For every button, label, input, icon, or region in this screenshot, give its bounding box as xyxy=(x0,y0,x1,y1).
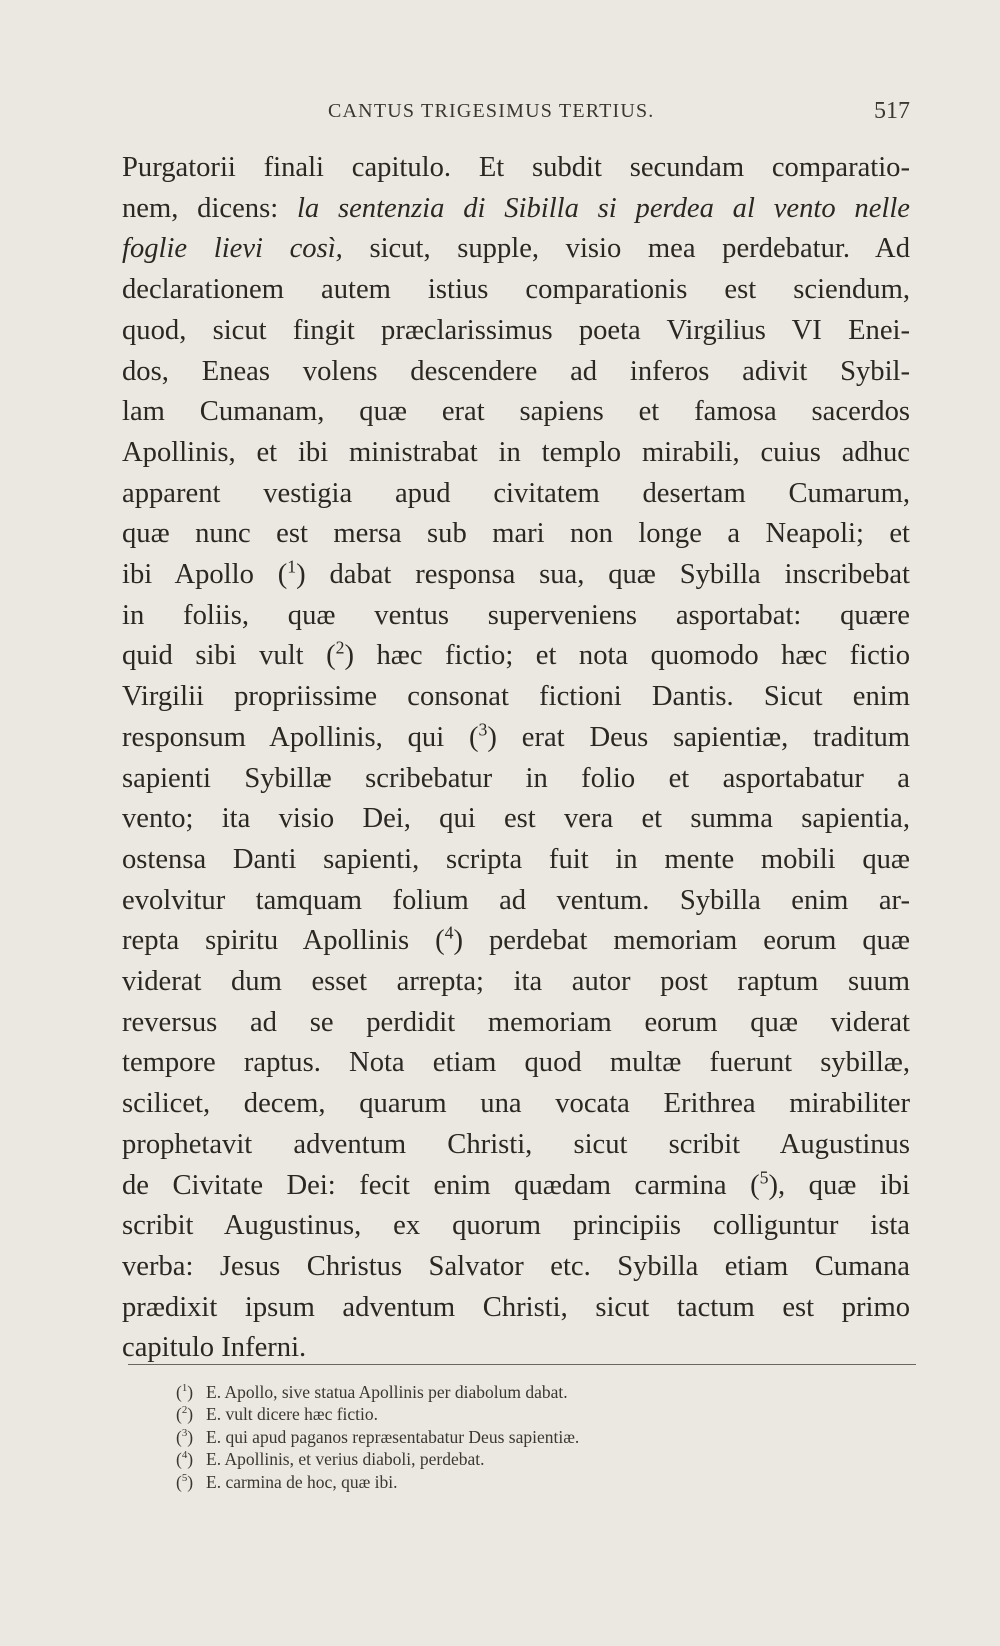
footnote-text: E. carmina de hoc, quæ ibi. xyxy=(206,1471,398,1492)
text-line: foglie lievi così, sicut, supple, visio mea perdebatur. Ad xyxy=(122,233,910,265)
text-line: quæ nunc est mersa sub mari non longe a Neapoli; et xyxy=(122,518,910,550)
page-number: 517 xyxy=(874,98,910,124)
page-header xyxy=(120,100,910,130)
text-line: responsum Apollinis, qui ($^3$) erat Deus sapientiæ, traditum xyxy=(122,719,910,753)
footnote-mark: 4 xyxy=(181,1449,188,1462)
footnote-ref: 2 xyxy=(335,637,345,658)
text-line: sapienti Sybillæ scribebatur in folio et asportabatur a xyxy=(122,762,910,794)
text-line: Purgatorii finali capitulo. Et subdit secundam comparatio- xyxy=(122,152,910,183)
italian-quotation: la sentenzia di Sibilla si perdea al vento nelle xyxy=(296,192,910,224)
running-title: CANTUS TRIGESIMUS TERTIUS. xyxy=(328,100,655,122)
text-line: prophetavit adventum Christi, sicut scribit Augustinus xyxy=(122,1128,910,1160)
footnote-text: E. qui apud paganos repræsentabatur Deus sapientiæ. xyxy=(206,1426,580,1447)
text-line: quod, sicut fingit præclarissimus poeta Virgilius VI Enei- xyxy=(122,314,910,346)
text-line: capitulo Inferni. xyxy=(122,1332,307,1364)
footnote: ($^4$) E. Apollinis, et verius diaboli, perdebat. xyxy=(176,1449,485,1470)
footnote: ($^2$) E. vult dicere hæc fictio. xyxy=(176,1404,379,1425)
text-line: prædixit ipsum adventum Christi, sicut tactum est primo xyxy=(122,1291,910,1323)
text-line: tempore raptus. Nota etiam quod multæ fuerunt sybillæ, xyxy=(122,1047,910,1079)
text-line: verba: Jesus Christus Salvator etc. Sybilla etiam Cumana xyxy=(122,1250,910,1282)
italian-quotation: foglie lievi così, xyxy=(122,233,343,265)
text-line: in foliis, quæ ventus superveniens asportabat: quære xyxy=(122,599,910,631)
text-line: repta spiritu Apollinis ($^4$) perdebat memoriam eorum quæ xyxy=(122,922,910,957)
footnote-ref: 3 xyxy=(478,719,488,740)
footnote-text: E. Apollo, sive statua Apollinis per diabolum dabat. xyxy=(206,1382,568,1402)
main-text xyxy=(122,148,910,1369)
footnote: ($^3$) E. qui apud paganos repræsentabatur Deus sapientiæ. xyxy=(176,1426,580,1447)
text-line: scribit Augustinus, ex quorum principiis colliguntur ista xyxy=(122,1210,910,1242)
footnote-text: E. Apollinis, et verius diaboli, perdebat. xyxy=(206,1449,485,1470)
text-line: declarationem autem istius comparationis est sciendum, xyxy=(122,274,910,306)
text-line: scilicet, decem, quarum una vocata Erithrea mirabiliter xyxy=(122,1088,910,1120)
text-line: reversus ad se perdidit memoriam eorum quæ viderat xyxy=(122,1006,910,1038)
text-line: nem, dicens: la sentenzia di Sibilla si perdea al vento nelle xyxy=(122,192,910,224)
text-line: viderat dum esset arrepta; ita autor post raptum suum xyxy=(122,966,910,998)
footnote-ref: 5 xyxy=(759,1167,769,1188)
footnote-text: E. vult dicere hæc fictio. xyxy=(206,1404,379,1425)
text-line: dos, Eneas volens descendere ad inferos adivit Sybil- xyxy=(122,355,910,387)
text-line: apparent vestigia apud civitatem desertam Cumarum, xyxy=(122,477,910,509)
footnote-ref: 4 xyxy=(444,922,454,943)
text-line: lam Cumanam, quæ erat sapiens et famosa sacerdos xyxy=(122,396,910,428)
footnote-mark: 2 xyxy=(181,1404,188,1417)
footnote-mark: 1 xyxy=(181,1382,188,1395)
footnote: ($^5$) E. carmina de hoc, quæ ibi. xyxy=(176,1471,398,1492)
text-line: quid sibi vult ($^2$) hæc fictio; et nota quomodo hæc fictio xyxy=(122,637,910,672)
text-line: Apollinis, et ibi ministrabat in templo mirabili, cuius adhuc xyxy=(122,436,910,468)
text-line: vento; ita visio Dei, qui est vera et summa sapientia, xyxy=(122,803,910,835)
footnote-mark: 5 xyxy=(181,1471,188,1484)
text-line: de Civitate Dei: fecit enim quædam carmina ($^5$), quæ ibi xyxy=(122,1167,910,1201)
footnotes xyxy=(176,1381,896,1493)
footnote-mark: 3 xyxy=(181,1426,188,1439)
footnote-separator xyxy=(128,1364,916,1365)
text-line: evolvitur tamquam folium ad ventum. Sybilla enim ar- xyxy=(122,884,910,916)
footnote-ref: 1 xyxy=(287,556,297,577)
text-line: ibi Apollo ($^1$) dabat responsa sua, quæ Sybilla inscribebat xyxy=(122,556,910,591)
footnote: ($^1$) E. Apollo, sive statua Apollinis per diabolum dabat. xyxy=(176,1382,568,1402)
text-line: ostensa Danti sapienti, scripta fuit in mente mobili quæ xyxy=(122,843,910,875)
text-line: Virgilii propriissime consonat fictioni Dantis. Sicut enim xyxy=(122,681,910,713)
